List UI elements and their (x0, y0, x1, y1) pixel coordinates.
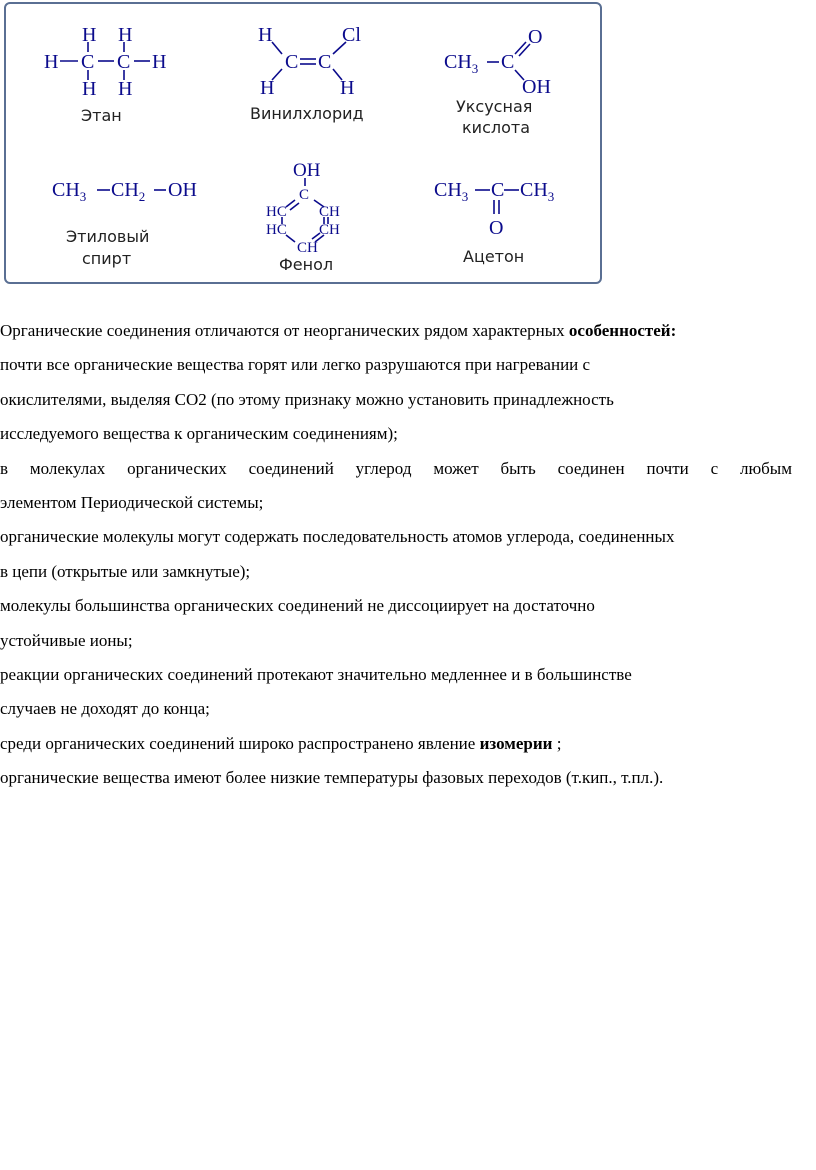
svg-text:OH: OH (168, 179, 197, 201)
svg-text:CH3: $CH_3$ (52, 179, 87, 204)
svg-text:CH3: $CH_3$ (444, 51, 479, 76)
svg-text:H: H (260, 77, 275, 99)
acetic-acid-label-line2: кислота (462, 118, 530, 137)
svg-text:CH3: $CH_3$ (520, 179, 555, 204)
ethane-formula (44, 24, 166, 100)
phenol-label: Фенол (279, 255, 334, 274)
paragraph-line: исследуемого вещества к органическим соединениям); (0, 424, 398, 444)
svg-text:H: H (118, 78, 133, 100)
svg-text:H: H (82, 78, 97, 100)
ethanol-label-line2: спирт (82, 249, 132, 268)
svg-text:CH3: $CH_3$ (434, 179, 469, 204)
svg-text:C: C (501, 51, 515, 73)
acetic-acid-label-line1: Уксусная (456, 97, 533, 116)
svg-text:H: H (82, 24, 97, 46)
svg-text:H: H (340, 77, 355, 99)
svg-text:OH: OH (293, 160, 321, 181)
paragraph-isomerism: среди органических соединений широко распространено явление изомерии ; (0, 733, 562, 753)
paragraph-line: устойчивые ионы; (0, 630, 133, 650)
paragraph-line: элементом Периодической системы; (0, 493, 264, 513)
paragraph-line: реакции органических соединений протекают значительно медленнее и в большинстве (0, 665, 632, 685)
ethane-label: Этан (81, 106, 122, 125)
paragraph-line: почти все органические вещества горят или легко разрушаются при нагревании с (0, 355, 591, 375)
svg-text:H: H (44, 51, 59, 73)
ethanol-formula (52, 179, 197, 204)
acetone-label: Ацетон (463, 247, 525, 266)
svg-text:O: O (528, 26, 543, 48)
formulas-svg (6, 4, 604, 286)
structural-formulas-figure (4, 2, 602, 284)
svg-text:C: C (117, 51, 131, 73)
svg-text:H: H (258, 24, 273, 46)
paragraph-line: в цепи (открытые или замкнутые); (0, 561, 251, 581)
paragraph-intro: Органические соединения отличаются от неорганических рядом характерных особенностей: (0, 321, 677, 340)
svg-text:HC: HC (266, 204, 287, 220)
svg-text:H: H (152, 51, 167, 73)
svg-text:OH: OH (522, 76, 551, 98)
svg-text:C: C (318, 51, 332, 73)
svg-text:CH: CH (319, 204, 340, 220)
svg-text:O: O (489, 217, 504, 239)
svg-text:CH: CH (297, 240, 318, 256)
svg-text:CH: CH (319, 222, 340, 238)
svg-text:C: C (81, 51, 95, 73)
vinyl-chloride-formula (258, 24, 361, 99)
svg-text:Cl: Cl (342, 24, 361, 46)
svg-text:C: C (299, 187, 310, 203)
paragraph-line: органические молекулы могут содержать последовательность атомов углерода, соединенных (0, 527, 675, 547)
phenol-formula (266, 160, 340, 256)
paragraph-line: органические вещества имеют более низкие температуры фазовых переходов (т.кип., т.пл.). (0, 768, 664, 788)
paragraph-line: случаев не доходят до конца; (0, 699, 210, 719)
svg-text:C: C (491, 179, 505, 201)
ethanol-label-line1: Этиловый (66, 227, 150, 246)
paragraph-line: окислителями, выделяя СО2 (по этому признаку можно установить принадлежность (0, 389, 614, 409)
document-body (0, 314, 792, 796)
vinyl-chloride-label: Винилхлорид (250, 104, 364, 123)
paragraph-line: в молекулах органических соединений углерод может быть соединен почти с любым (0, 458, 792, 478)
svg-text:C: C (285, 51, 299, 73)
paragraph-line: молекулы большинства органических соединений не диссоциирует на достаточно (0, 596, 595, 616)
svg-text:CH2: $CH_2$ (111, 179, 146, 204)
svg-text:H: H (118, 24, 133, 46)
svg-text:HC: HC (266, 222, 287, 238)
